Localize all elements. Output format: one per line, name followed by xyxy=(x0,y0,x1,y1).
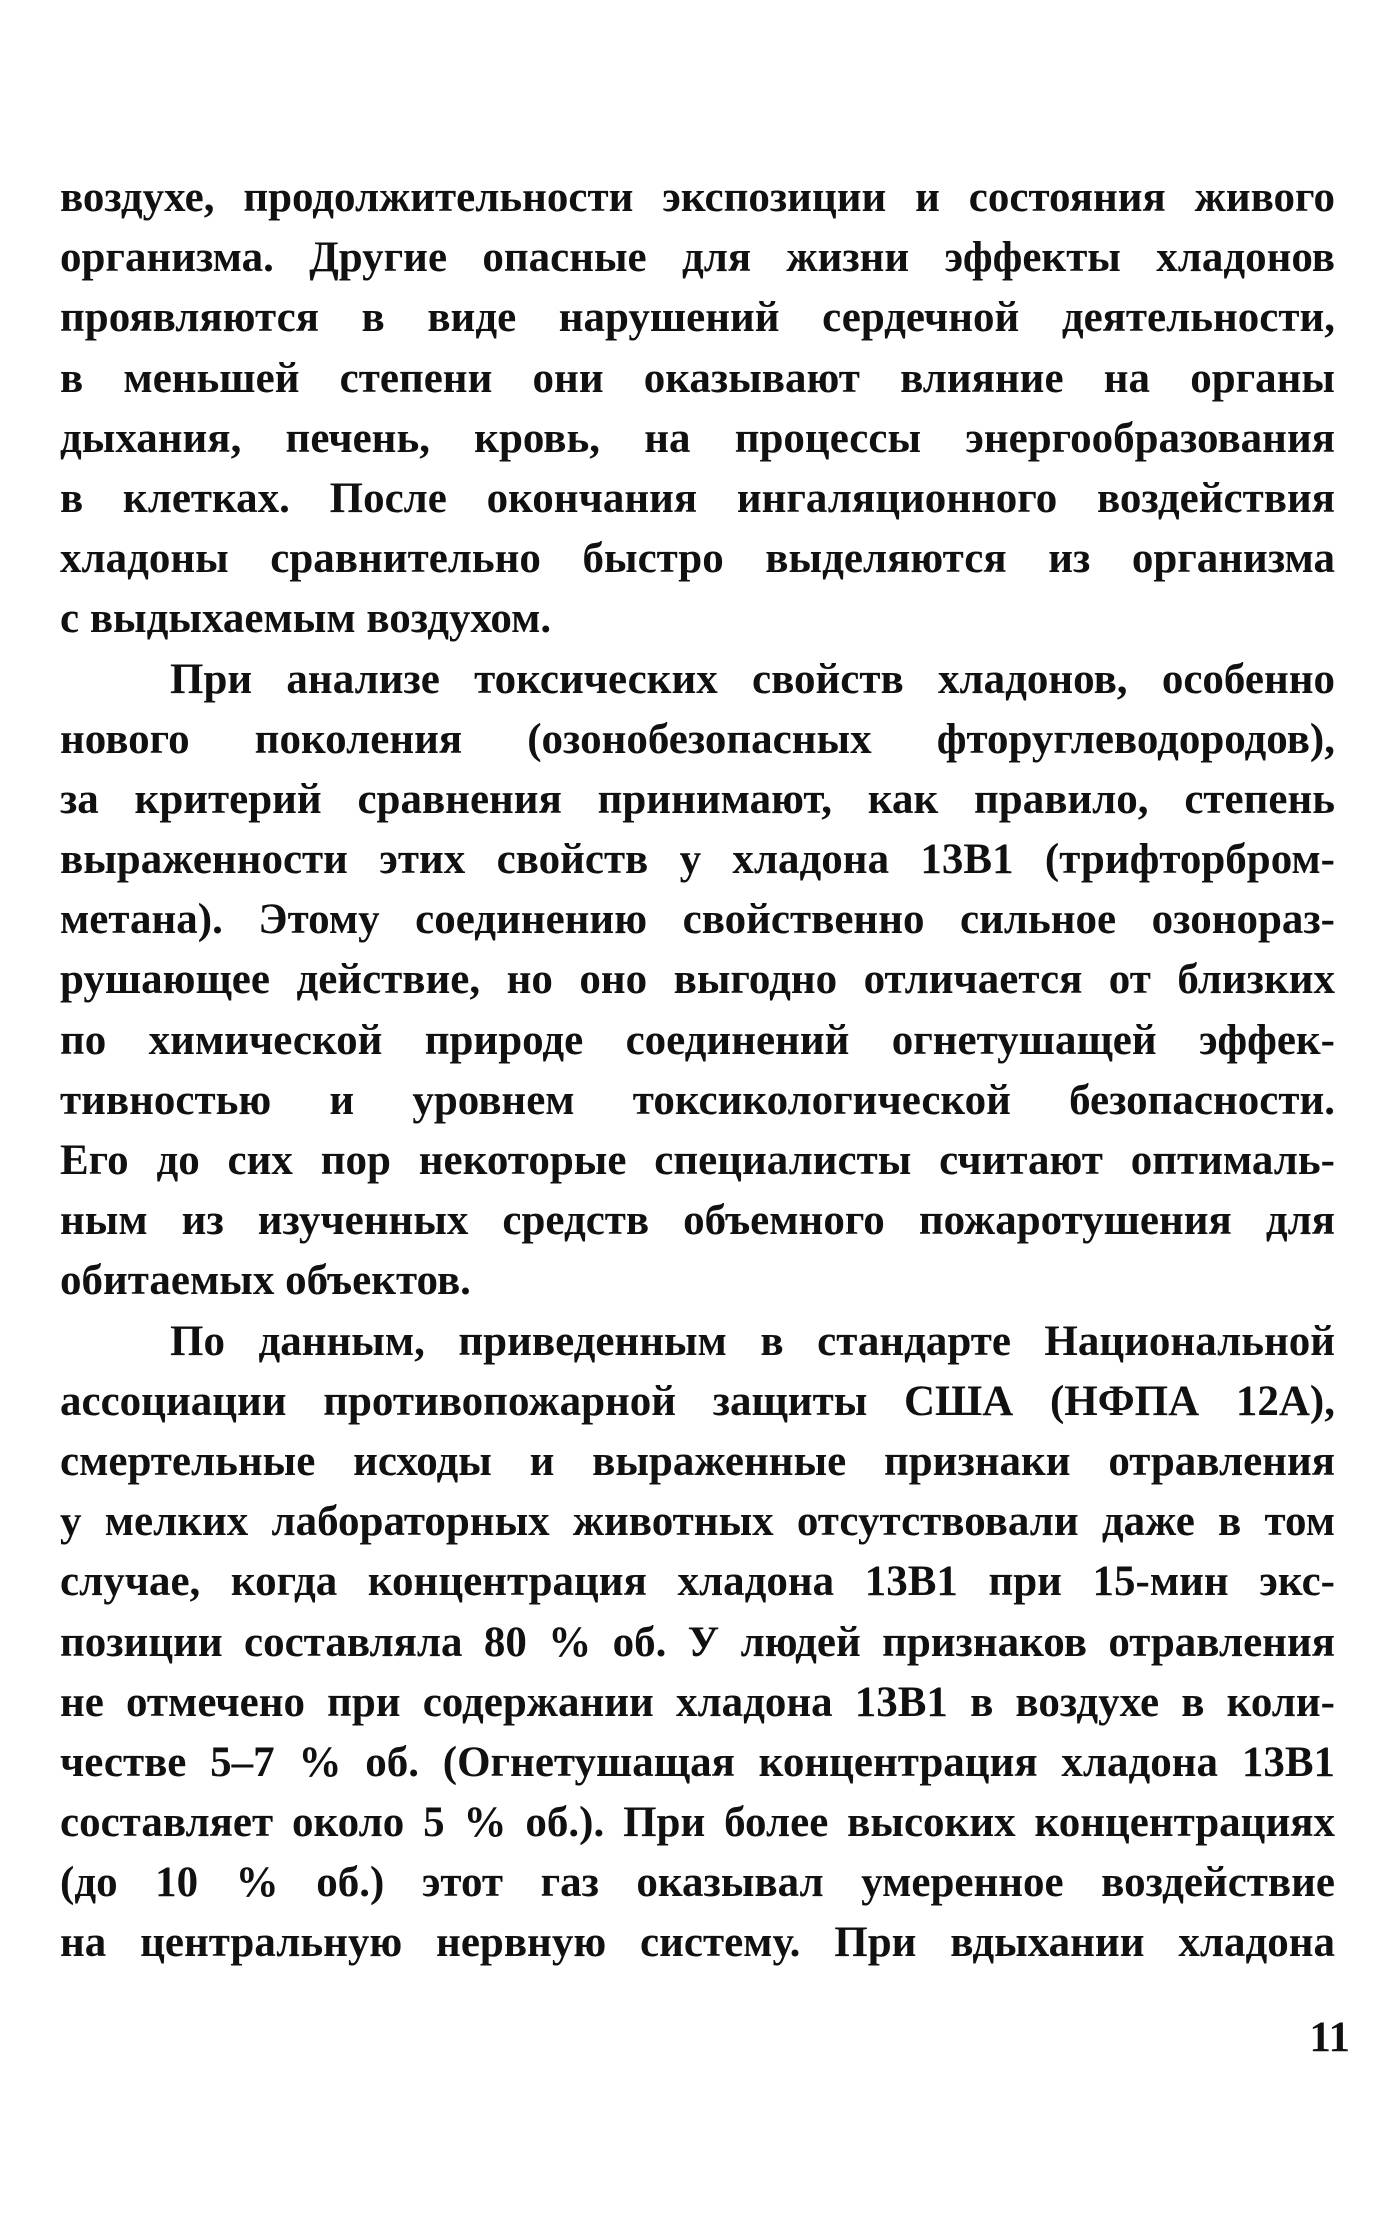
text-line: не отмечено при содержании хладона 13В1 в воздухе в коли- xyxy=(60,1678,1335,1726)
text-line: честве 5–7 % об. (Огнетушащая концентрация хладона 13В1 xyxy=(60,1738,1335,1786)
page-number: 11 xyxy=(1309,2014,1350,2061)
text-line: ассоциации противопожарной защиты США (НФПА 12А), xyxy=(60,1377,1335,1425)
paragraph-3 xyxy=(60,1312,1335,1974)
text-line: позиции составляла 80 % об. У людей признаков отравления xyxy=(60,1618,1335,1666)
body-text xyxy=(60,168,1335,1974)
text-line: метана). Этому соединению свойственно сильное озонораз- xyxy=(60,896,1335,944)
text-line: Его до сих пор некоторые специалисты считают оптималь- xyxy=(60,1137,1335,1184)
text-line: проявляются в виде нарушений сердечной деятельности, xyxy=(60,294,1335,342)
text-line: дыхания, печень, кровь, на процессы энергообразования xyxy=(60,414,1335,462)
text-line: тивностью и уровнем токсикологической безопасности. xyxy=(60,1076,1335,1124)
text-line: рушающее действие, но оно выгодно отличается от близких xyxy=(60,956,1335,1004)
text-line: в клетках. После окончания ингаляционного воздействия xyxy=(60,474,1335,522)
text-line: По данным, приведенным в стандарте Национальной xyxy=(170,1317,1335,1365)
text-line: выраженности этих свойств у хладона 13В1 (трифторбром- xyxy=(60,836,1335,884)
text-line: составляет около 5 % об.). При более высоких концентрациях xyxy=(60,1799,1335,1847)
text-line: ным из изученных средств объемного пожаротушения для xyxy=(60,1197,1335,1245)
text-line: случае, когда концентрация хладона 13В1 при 15-мин экс- xyxy=(60,1558,1335,1606)
text-line: с выдыхаемым воздухом. xyxy=(60,595,552,643)
text-line: обитаемых объектов. xyxy=(60,1257,471,1305)
text-line: организма. Другие опасные для жизни эффекты хладонов xyxy=(60,234,1335,282)
text-line: смертельные исходы и выраженные признаки отравления xyxy=(60,1437,1335,1485)
text-line: в меньшей степени они оказывают влияние на органы xyxy=(60,354,1335,402)
text-line: (до 10 % об.) этот газ оказывал умеренное воздействие xyxy=(60,1859,1335,1907)
text-line: При анализе токсических свойств хладонов, особенно xyxy=(170,655,1335,703)
text-line: за критерий сравнения принимают, как правило, степень xyxy=(60,775,1335,823)
text-line: по химической природе соединений огнетушащей эффек- xyxy=(60,1016,1335,1064)
text-line: на центральную нервную систему. При вдыхании хладона xyxy=(60,1919,1335,1967)
text-line: хладоны сравнительно быстро выделяются из организма xyxy=(60,535,1335,583)
text-line: воздухе, продолжительности экспозиции и состояния живого xyxy=(60,174,1335,221)
text-line: у мелких лабораторных животных отсутствовали даже в том xyxy=(60,1498,1335,1546)
paragraph-2 xyxy=(60,650,1335,1312)
text-line: нового поколения (озонобезопасных фторуглеводородов), xyxy=(60,715,1335,763)
paragraph-1 xyxy=(60,168,1335,650)
